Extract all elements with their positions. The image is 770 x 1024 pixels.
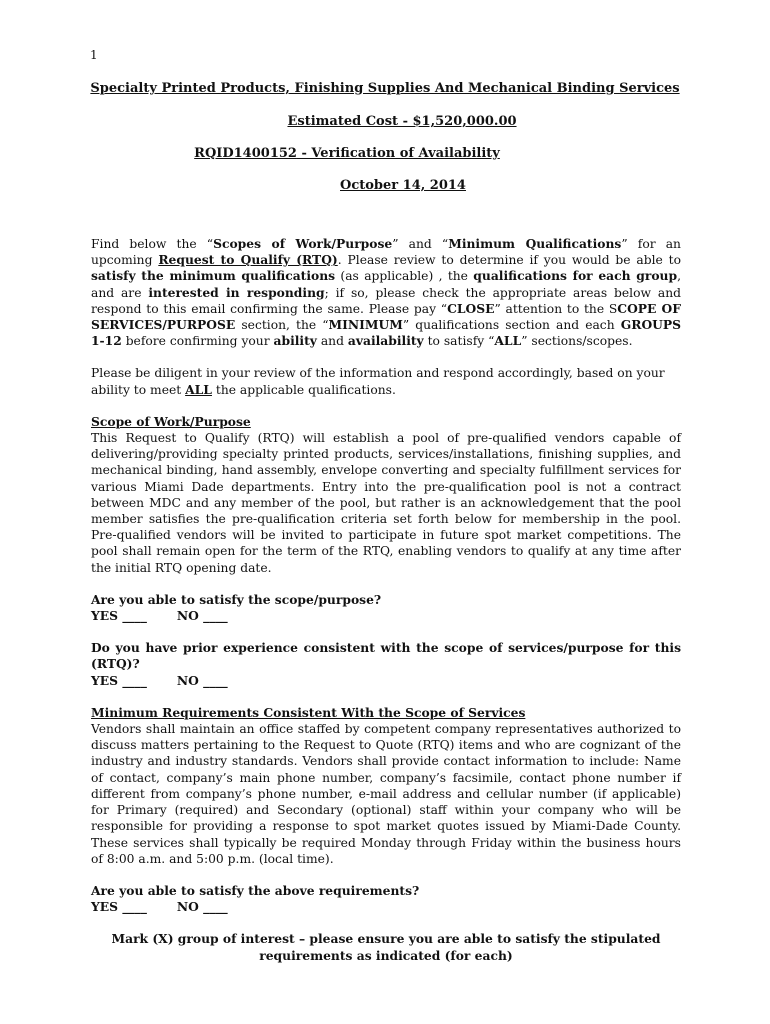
minimum-heading: Minimum Requirements Consistent With the Scope of Services: [91, 704, 526, 720]
page-number: 1: [90, 48, 98, 62]
diligent-paragraph: Please be diligent in your review of the information and respond accordingly, based on your ability to meet ALL the applicable qualifications.: [91, 366, 665, 397]
document-title: Specialty Printed Products, Finishing Supplies And Mechanical Binding Services: [90, 81, 680, 96]
answer-experience[interactable]: YES ____ NO ____: [91, 672, 228, 688]
rqid-heading: [0, 146, 694, 161]
answer-scope[interactable]: YES ____ NO ____: [91, 608, 228, 624]
document-date: October 14, 2014: [340, 178, 466, 193]
scope-heading: Scope of Work/Purpose: [91, 413, 251, 429]
question-scope: Are you able to satisfy the scope/purpose?: [91, 591, 382, 607]
rqid-subtitle: - Verification of Availability: [296, 146, 500, 161]
question-requirements: Are you able to satisfy the above requirements?: [91, 882, 420, 898]
scope-section: [91, 414, 681, 576]
estimated-cost: Estimated Cost - $1,520,000.00: [287, 114, 517, 129]
question-experience: Do you have prior experience consistent with the scope of services/purpose for this (RTQ)?: [91, 640, 681, 672]
intro-paragraph: Find below the “Scopes of Work/Purpose” and “Minimum Qualifications” for an upcoming Request to Qualify (RTQ). Please review to determine if you would be able to satisfy the minimum qualifications (as applicable) , the qualifications for each group, and are interested in responding; if so, please check the appropriate areas below and respond to this email confirming the same. Please pay “CLOSE” attention to the SCOPE OF SERVICES/PURPOSE section, the “MINIMUM” qualifications section and each GROUPS 1-12 before confirming your ability and availability to satisfy “ALL” sections/scopes.: [91, 236, 682, 349]
group-instruction: Mark (X) group of interest – please ensure you are able to satisfy the stipulated requirements as indicated (for each): [111, 931, 661, 963]
answer-requirements[interactable]: YES ____ NO ____: [91, 899, 228, 915]
rqid-number: RQID1400152: [194, 146, 297, 161]
scope-text: This Request to Qualify (RTQ) will establish a pool of pre-qualified vendors capable of delivering/providing specialty printed products, services/installations, finishing supplies, and mechanical binding, hand assembly, envelope converting and specialty fulfillment services for various Miami Dade departments. Entry into the pre-qualification pool is not a contract between MDC and any member of the pool, but rather is an acknowledgement that the pool member satisfies the pre-qualification criteria set forth below for membership in the pool. Pre-qualified vendors will be invited to participate in future spot market competitions. The pool shall remain open for the term of the RTQ, enabling vendors to qualify at any time after the initial RTQ opening date.: [91, 431, 681, 575]
minimum-section: [91, 705, 681, 867]
document-body: [91, 236, 681, 964]
minimum-text: Vendors shall maintain an office staffed by competent company representatives authorized to discuss matters pertaining to the Request to Quote (RTQ) items and who are cognizant of the industry and industry standards. Vendors shall provide contact information to include: Name of contact, company’s main phone number, company’s facsimile, contact phone number if different from company’s phone number, e-mail address and cellular number (if applicable) for Primary (required) and Secondary (optional) staff within your company who will be responsible for providing a response to spot market quotes issued by Miami-Dade County. These services shall typically be required Monday through Friday within the business hours of 8:00 a.m. and 5:00 p.m. (local time).: [91, 722, 681, 866]
